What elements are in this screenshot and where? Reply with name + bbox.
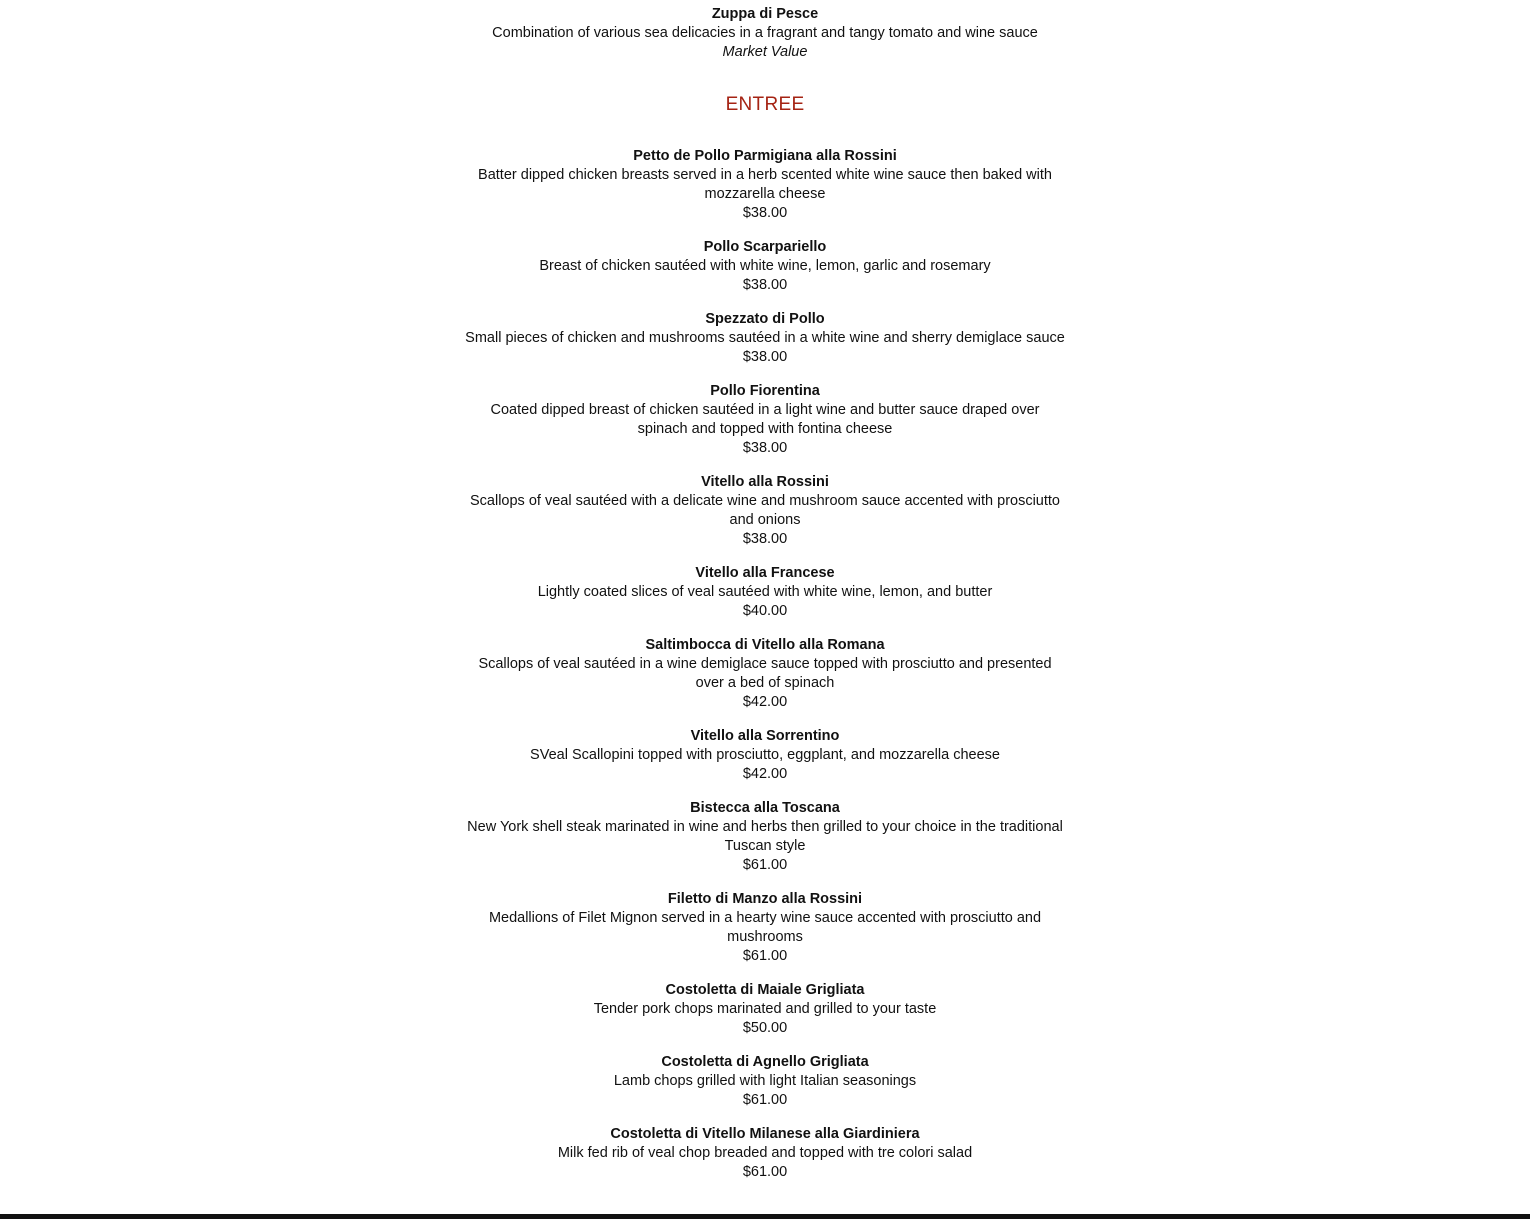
item-price: $38.00 <box>742 205 788 221</box>
menu-item <box>465 799 1065 875</box>
item-price: $38.00 <box>742 277 788 293</box>
item-price: Market Value <box>722 44 808 60</box>
item-price: $38.00 <box>742 349 788 365</box>
item-name: Bistecca alla Toscana <box>690 800 840 816</box>
item-name: Vitello alla Francese <box>695 565 835 581</box>
menu-item <box>465 636 1065 712</box>
item-price: $40.00 <box>742 603 788 619</box>
menu-item <box>465 238 1065 295</box>
menu-item-zuppa-di-pesce <box>465 5 1065 62</box>
menu-item <box>465 382 1065 458</box>
footer-divider <box>0 1214 1530 1219</box>
item-description: Batter dipped chicken breasts served in a herb scented white wine sauce then baked with mozzarella cheese <box>478 167 1052 202</box>
item-price: $42.00 <box>742 694 788 710</box>
item-price: $61.00 <box>742 948 788 964</box>
item-name: Spezzato di Pollo <box>705 311 825 327</box>
item-price: $61.00 <box>742 1092 788 1108</box>
menu-item <box>465 564 1065 621</box>
item-name: Costoletta di Maiale Grigliata <box>665 982 865 998</box>
item-name: Saltimbocca di Vitello alla Romana <box>645 637 885 653</box>
item-description: Medallions of Filet Mignon served in a hearty wine sauce accented with prosciutto and mushrooms <box>488 910 1042 945</box>
item-name: Costoletta di Agnello Grigliata <box>661 1054 869 1070</box>
item-description: Scallops of veal sautéed in a wine demiglace sauce topped with prosciutto and presented over a bed of spinach <box>478 656 1052 691</box>
menu-content <box>465 5 1065 1182</box>
item-name: Costoletta di Vitello Milanese alla Giardiniera <box>610 1126 920 1142</box>
item-description: Small pieces of chicken and mushrooms sautéed in a white wine and sherry demiglace sauce <box>465 330 1065 346</box>
entree-list <box>465 147 1065 1182</box>
item-name: Vitello alla Rossini <box>701 474 829 490</box>
item-description: Scallops of veal sautéed with a delicate wine and mushroom sauce accented with prosciutto and onions <box>470 493 1060 528</box>
item-description: Combination of various sea delicacies in a fragrant and tangy tomato and wine sauce <box>492 25 1038 41</box>
item-price: $50.00 <box>742 1020 788 1036</box>
menu-item <box>465 310 1065 367</box>
item-description: SVeal Scallopini topped with prosciutto, eggplant, and mozzarella cheese <box>530 747 1000 763</box>
item-price: $38.00 <box>742 440 788 456</box>
section-title-entree: ENTREE <box>725 94 805 115</box>
menu-item <box>465 981 1065 1038</box>
menu-item <box>465 473 1065 549</box>
item-name: Zuppa di Pesce <box>711 6 819 22</box>
item-description: Coated dipped breast of chicken sautéed in a light wine and butter sauce draped over spinach and topped with fontina cheese <box>490 402 1040 437</box>
menu-item <box>465 727 1065 784</box>
menu-item <box>465 890 1065 966</box>
item-price: $61.00 <box>742 1164 788 1180</box>
menu-item <box>465 1125 1065 1182</box>
item-price: $38.00 <box>742 531 788 547</box>
item-name: Vitello alla Sorrentino <box>690 728 840 744</box>
item-description: Tender pork chops marinated and grilled to your taste <box>593 1001 937 1017</box>
menu-item <box>465 1053 1065 1110</box>
item-price: $61.00 <box>742 857 788 873</box>
item-name: Pollo Scarpariello <box>703 239 827 255</box>
item-description: New York shell steak marinated in wine and herbs then grilled to your choice in the traditional Tuscan style <box>467 819 1063 854</box>
item-description: Milk fed rib of veal chop breaded and topped with tre colori salad <box>557 1145 973 1161</box>
item-description: Breast of chicken sautéed with white wine, lemon, garlic and rosemary <box>539 258 991 274</box>
item-description: Lamb chops grilled with light Italian seasonings <box>613 1073 917 1089</box>
item-price: $42.00 <box>742 766 788 782</box>
item-name: Pollo Fiorentina <box>710 383 820 399</box>
item-name: Filetto di Manzo alla Rossini <box>667 891 863 907</box>
item-description: Lightly coated slices of veal sautéed with white wine, lemon, and butter <box>537 584 993 600</box>
menu-item <box>465 147 1065 223</box>
item-name: Petto de Pollo Parmigiana alla Rossini <box>633 148 897 164</box>
